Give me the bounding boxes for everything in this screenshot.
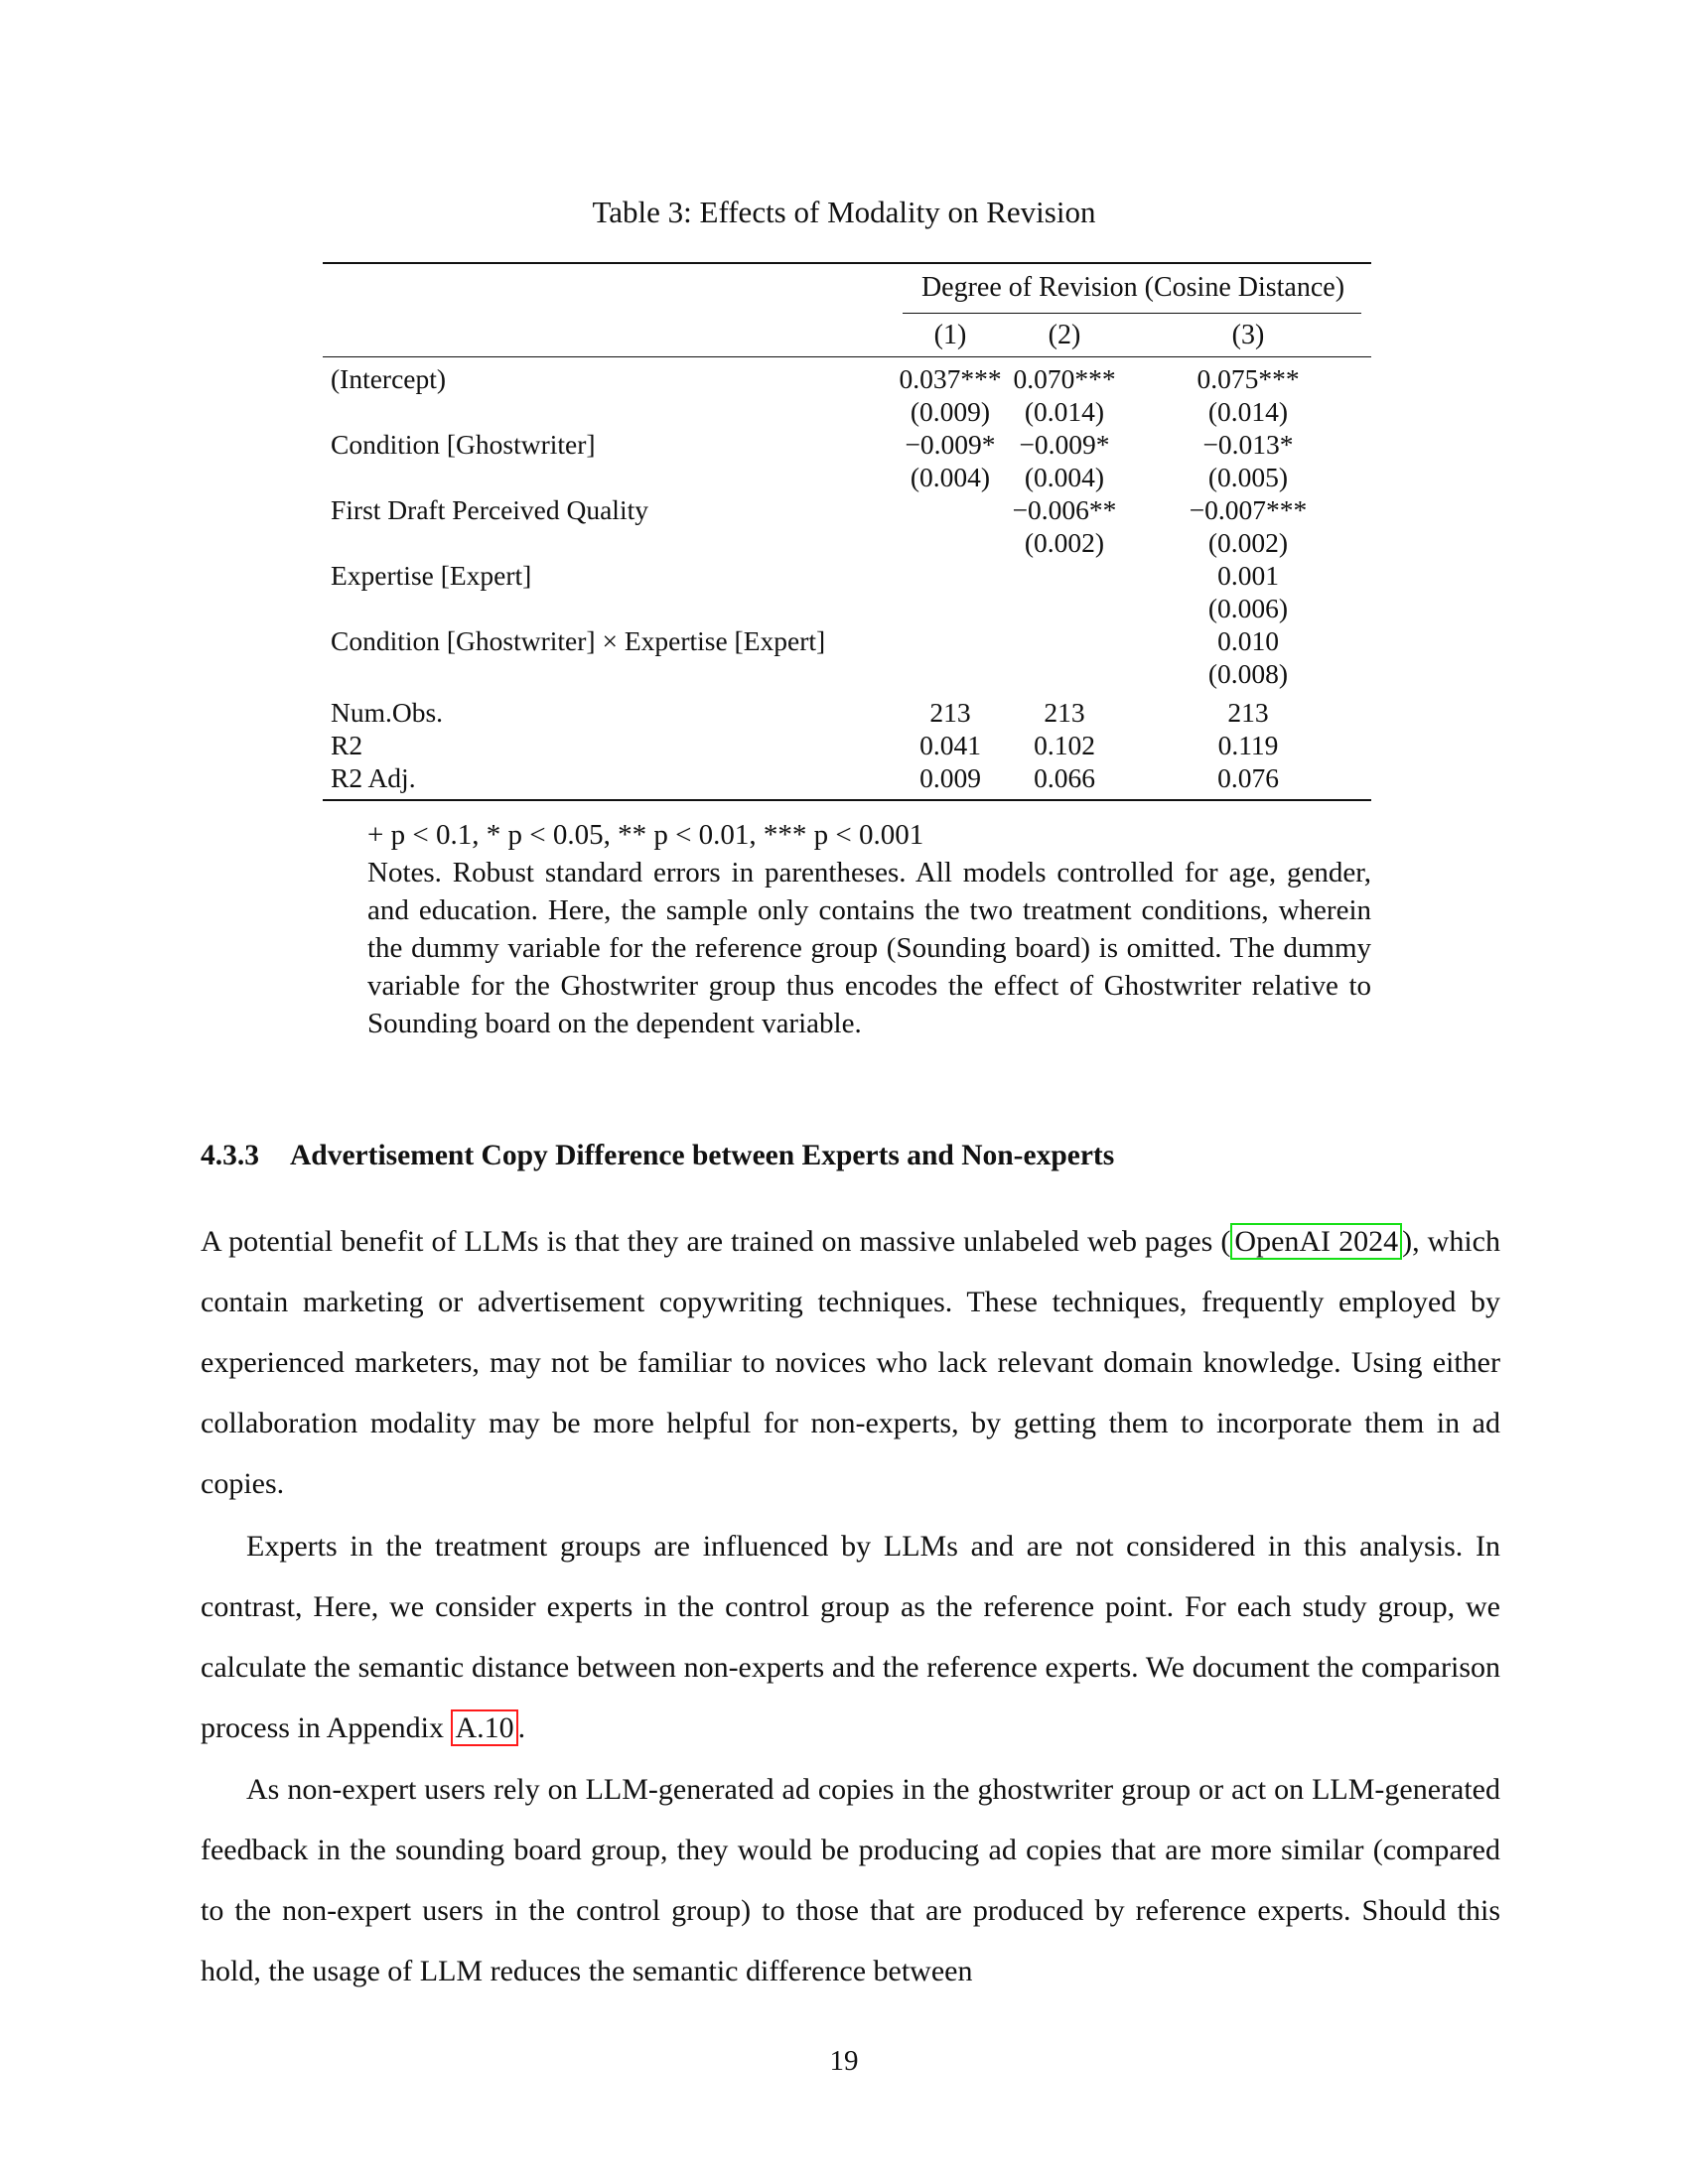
cell-model-2: 0.070*** — [1013, 363, 1116, 394]
paragraph-2 — [201, 1516, 1500, 1758]
column-header-2: (2) — [1048, 320, 1081, 350]
cell-model-3: (0.002) — [1207, 527, 1289, 558]
paragraph-1 — [201, 1211, 1500, 1514]
cell-model-1: 0.037*** — [899, 363, 1002, 394]
table-span-header — [323, 264, 1371, 312]
regression-table — [323, 262, 1371, 801]
cell-model-3: −0.007*** — [1189, 494, 1308, 525]
table-row — [323, 697, 1371, 730]
section-title: Advertisement Copy Difference between Experts and Non-experts — [290, 1140, 1115, 1171]
table-row — [323, 560, 1371, 593]
cell-model-2: −0.009* — [1019, 429, 1110, 460]
row-label: Condition [Ghostwriter] × Expertise [Expert] — [331, 625, 826, 656]
cell-model-2: 213 — [1044, 697, 1085, 728]
cell-model-3: (0.008) — [1207, 658, 1289, 689]
row-label: R2 — [331, 730, 363, 760]
table-caption: Table 3: Effects of Modality on Revision — [592, 195, 1096, 229]
paragraph-2-text-a: Experts in the treatment groups are influenced by LLMs and are not considered in this analysis. In contrast, Here, we consider experts in the control group as the reference point. For each study group, we calculate the semantic distance between non-experts and the reference experts. We document the comparison process in Appendix — [201, 1530, 1500, 1744]
table-row — [323, 593, 1371, 625]
cell-model-1: 0.041 — [919, 730, 981, 760]
cell-model-2: −0.006** — [1012, 494, 1117, 525]
row-label: Expertise [Expert] — [331, 560, 532, 591]
paragraph-3 — [201, 1759, 1500, 2001]
table-notes — [367, 816, 1371, 1042]
row-label: Num.Obs. — [331, 697, 444, 728]
table-row — [323, 396, 1371, 429]
cell-model-3: (0.005) — [1207, 462, 1289, 492]
paragraph-3-text: As non-expert users rely on LLM-generated ad copies in the ghostwriter group or act on LLM-generated feedback in the sounding board group, they would be producing ad copies that are more similar (compared to the non-expert users in the control group) to those that are produced by reference experts. Should this hold, the usage of LLM reduces the semantic difference between — [201, 1773, 1500, 1987]
cell-model-2: 0.102 — [1034, 730, 1095, 760]
section-number: 4.3.3 — [201, 1140, 259, 1171]
column-header-1: (1) — [933, 320, 967, 350]
table-row — [323, 527, 1371, 560]
notes-text: Notes. Robust standard errors in parentheses. All models controlled for age, gender, and education. Here, the sample only contains the two treatment conditions, wherein the dummy variable for the reference group (Sounding board) is omitted. The dummy variable for the Ghostwriter group thus encodes the effect of Ghostwriter relative to Sounding board on the dependent variable. — [367, 857, 1371, 1039]
table-row — [323, 625, 1371, 658]
table-row — [323, 429, 1371, 462]
cell-model-1: 0.009 — [919, 762, 981, 793]
cell-model-2: (0.014) — [1024, 396, 1105, 427]
page-number: 19 — [829, 2045, 859, 2077]
appendix-a10-link[interactable]: A.10 — [451, 1709, 517, 1746]
table-row — [323, 658, 1371, 691]
cell-model-3: 213 — [1227, 697, 1269, 728]
cell-model-3: 0.001 — [1217, 560, 1279, 591]
cell-model-2: (0.002) — [1024, 527, 1105, 558]
paragraph-1-text-b: ), which contain marketing or advertisement copywriting techniques. These techniques, frequently employed by experienced marketers, may not be familiar to novices who lack relevant domain knowledge. Using either collaboration modality may be more helpful for non-experts, by getting them to incorporate them in ad copies. — [201, 1225, 1500, 1500]
cell-model-3: 0.010 — [1217, 625, 1279, 656]
table-row — [323, 762, 1371, 795]
cell-model-1: 213 — [929, 697, 971, 728]
paragraph-2-text-b: . — [517, 1711, 526, 1744]
cell-model-3: 0.075*** — [1196, 363, 1300, 394]
row-label: (Intercept) — [331, 363, 447, 394]
row-label: Condition [Ghostwriter] — [331, 429, 596, 460]
section-heading — [201, 1140, 1114, 1172]
table-row — [323, 363, 1371, 396]
cell-model-1: (0.009) — [910, 396, 991, 427]
citation-openai-2024-link[interactable]: OpenAI 2024 — [1230, 1223, 1402, 1260]
cell-model-3: (0.006) — [1207, 593, 1289, 623]
cell-model-1: −0.009* — [905, 429, 996, 460]
table-row — [323, 494, 1371, 527]
table-bottom-rule — [323, 799, 1371, 801]
cell-model-2: (0.004) — [1024, 462, 1105, 492]
table-row — [323, 730, 1371, 762]
table-column-headers — [323, 312, 1371, 356]
cell-model-3: −0.013* — [1202, 429, 1294, 460]
table-row — [323, 462, 1371, 494]
column-header-3: (3) — [1231, 320, 1265, 350]
cell-model-3: 0.076 — [1217, 762, 1279, 793]
row-label: First Draft Perceived Quality — [331, 494, 648, 525]
significance-legend: + p < 0.1, * p < 0.05, ** p < 0.01, *** p < 0.001 — [367, 819, 924, 851]
cell-model-1: (0.004) — [910, 462, 991, 492]
row-label: R2 Adj. — [331, 762, 416, 793]
paragraph-1-text-a: A potential benefit of LLMs is that they are trained on massive unlabeled web pages ( — [201, 1225, 1231, 1258]
table-body — [323, 357, 1371, 795]
cell-model-3: 0.119 — [1217, 730, 1279, 760]
dependent-variable-header: Degree of Revision (Cosine Distance) — [920, 272, 1345, 303]
cell-model-2: 0.066 — [1034, 762, 1095, 793]
cell-model-3: (0.014) — [1207, 396, 1289, 427]
